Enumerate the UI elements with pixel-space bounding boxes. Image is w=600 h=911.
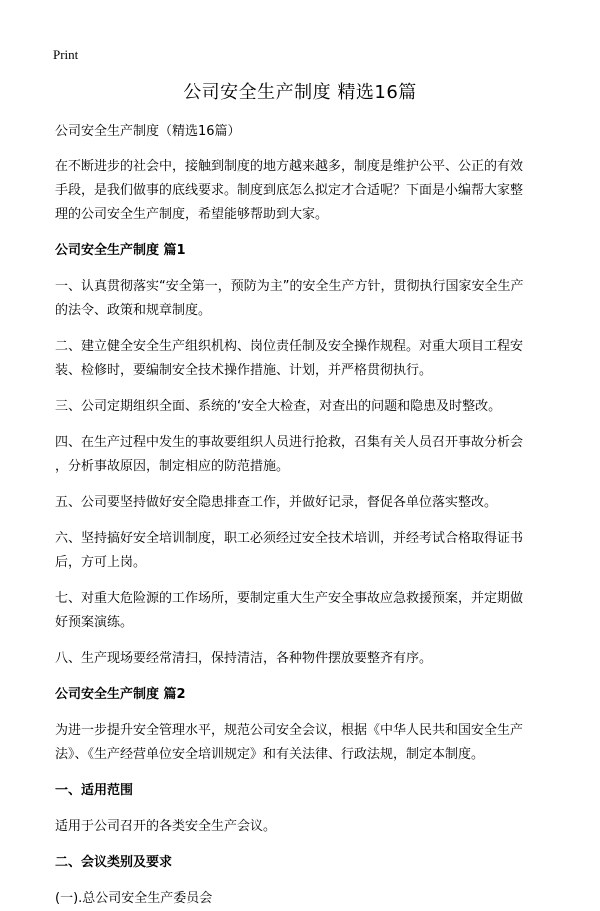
paragraph-line: 一、认真贯彻落实“安全第一，预防为主”的安全生产方针，贯彻执行国家安全生产 bbox=[55, 279, 524, 294]
section1-item-3 bbox=[55, 395, 555, 419]
section1-item-1 bbox=[55, 275, 555, 323]
scope-heading: 一、适用范围 bbox=[55, 783, 134, 798]
paragraph-line: 六、坚持搞好安全培训制度，职工必须经过安全技术培训，并经考试合格取得证书 bbox=[55, 531, 524, 546]
paragraph-line: 的法令、政策和规章制度。 bbox=[55, 303, 212, 318]
section2-heading: 公司安全生产制度 篇2 bbox=[55, 687, 186, 702]
paragraph-line: 为进一步提升安全管理水平，规范公司安全会议，根据《中华人民共和国安全生产 bbox=[55, 723, 524, 738]
types-heading: 二、会议类别及要求 bbox=[55, 855, 173, 870]
section1-item-2 bbox=[55, 335, 555, 383]
paragraph-line: 装、检修时，要编制安全技术操作措施、计划，并严格贯彻执行。 bbox=[55, 363, 433, 378]
section2-intro bbox=[55, 719, 555, 767]
paragraph-line: 三、公司定期组织全面、系统的‘安全大检查，对查出的问题和隐患及时整改。 bbox=[55, 399, 502, 414]
section1-item-4 bbox=[55, 431, 555, 479]
paragraph-line: 七、对重大危险源的工作场所，要制定重大生产安全事故应急救援预案，并定期做 bbox=[55, 591, 524, 606]
intro-line: 在不断进步的社会中，接触到制度的地方越来越多，制度是维护公平、公正的有效 bbox=[55, 159, 524, 174]
paragraph-line: 后，方可上岗。 bbox=[55, 555, 147, 570]
paragraph-line: 好预案演练。 bbox=[55, 615, 134, 630]
paragraph-line: 八、生产现场要经常清扫，保持清洁，各种物件摆放要整齐有序。 bbox=[55, 651, 433, 666]
intro-line: 手段，是我们做事的底线要求。制度到底怎么拟定才合适呢？下面是小编帮大家整 bbox=[55, 183, 524, 198]
paragraph-line: ，分析事故原因，制定相应的防范措施。 bbox=[55, 459, 290, 474]
section1-heading: 公司安全生产制度 篇1 bbox=[55, 243, 186, 258]
page-title: 公司安全生产制度 精选16篇 bbox=[183, 82, 417, 103]
paragraph-line: 四、在生产过程中发生的事故要组织人员进行抢救，召集有关人员召开事故分析会 bbox=[55, 435, 524, 450]
section1-item-5 bbox=[55, 491, 555, 515]
section1-item-8 bbox=[55, 647, 555, 671]
paragraph-line: 五、公司要坚持做好安全隐患排查工作，并做好记录，督促各单位落实整改。 bbox=[55, 495, 498, 510]
intro-paragraph bbox=[55, 155, 555, 227]
types-item-1: (一).总公司安全生产委员会 bbox=[55, 891, 213, 906]
paragraph-line: 法》、《生产经营单位安全培训规定》和有关法律、行政法规，制定本制度。 bbox=[55, 747, 485, 762]
document-body bbox=[55, 120, 555, 911]
subtitle: 公司安全生产制度（精选16篇） bbox=[55, 124, 241, 139]
print-link[interactable]: Print bbox=[53, 47, 79, 62]
intro-line: 理的公司安全生产制度，希望能够帮助到大家。 bbox=[55, 207, 329, 222]
paragraph-line: 二、建立健全安全生产组织机构、岗位责任制及安全操作规程。对重大项目工程安 bbox=[55, 339, 524, 354]
section1-item-7 bbox=[55, 587, 555, 635]
section1-item-6 bbox=[55, 527, 555, 575]
scope-text: 适用于公司召开的各类安全生产会议。 bbox=[55, 819, 277, 834]
